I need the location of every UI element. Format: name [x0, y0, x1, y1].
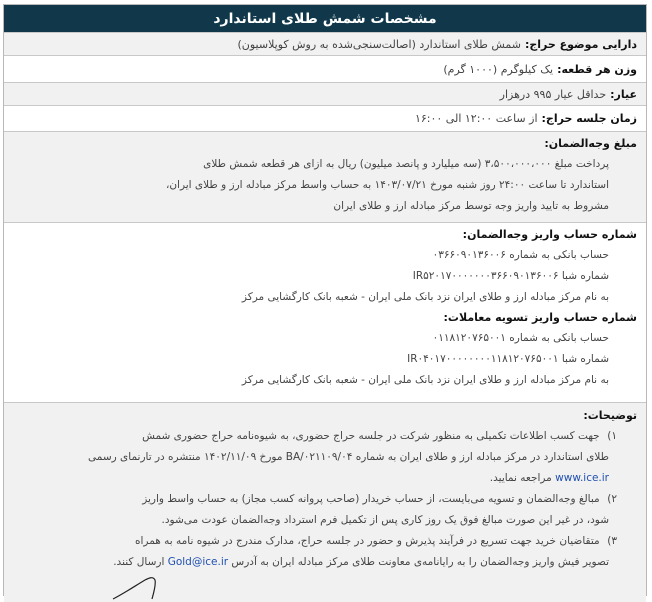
row-session-time-value: از ساعت ۱۲:۰۰ الی ۱۶:۰۰ — [414, 112, 538, 125]
payment-title: مبلغ وجه‌الضمان: — [544, 137, 637, 150]
accounts-section — [4, 222, 646, 402]
note-2-line-1 — [13, 489, 637, 510]
row-asset-value: شمش طلای استاندارد (اصالت‌سنجی‌شده به روش کوپلاسیون) — [237, 37, 521, 51]
guarantee-account-holder: به نام مرکز مبادله ارز و طلای ایران نزد بانک ملی ایران - شعبه بانک کارگشایی مرکز — [241, 291, 609, 303]
note-1-line-1 — [13, 426, 637, 447]
note-3-text-2: تصویر فیش واریز وجه‌الضمان را به رایانامه‌ی معاونت طلای مرکز مبادله ایران به آدرس — [231, 556, 609, 568]
payment-line-1: پرداخت مبلغ ۳،۵۰۰،۰۰۰،۰۰۰ (سه میلیارد و پانصد میلیون) ریال به ازای هر قطعه شمش طلای — [203, 158, 609, 170]
page-title: مشخصات شمش طلای استاندارد — [4, 5, 646, 32]
row-weight-key: وزن هر قطعه: — [557, 62, 637, 76]
settlement-account-title: شماره حساب واریز تسویه معاملات: — [443, 311, 637, 324]
row-weight-value: یک کیلوگرم (۱۰۰۰ گرم) — [443, 62, 554, 76]
notes-title: توضیحات: — [583, 409, 637, 422]
note-1-line-3 — [13, 468, 637, 489]
note-3-text-1: متقاضیان خرید جهت تسریع در فرآیند پذیرش و حضور در جلسه حراج، مدارک مندرج در شیوه نامه به همراه — [134, 535, 600, 547]
settlement-account-holder: به نام مرکز مبادله ارز و طلای ایران نزد بانک ملی ایران - شعبه بانک کارگشایی مرکز — [241, 374, 609, 386]
row-asset-key: دارایی موضوع حراج: — [524, 37, 637, 51]
note-2-text-1: مبالغ وجه‌الضمان و تسویه می‌بایست، از حساب خریدار (صاحب پروانه کسب مجاز) به حساب واسط واریز — [142, 493, 600, 505]
ice-website-link[interactable]: www.ice.ir — [555, 472, 609, 484]
note-2-number: ۲) — [607, 493, 617, 505]
row-weight — [4, 55, 646, 82]
note-1-text-3: مراجعه نمایید. — [489, 472, 552, 484]
note-3-line-2 — [13, 552, 637, 573]
payment-line-2: استاندارد تا ساعت ۲۴:۰۰ روز شنبه مورخ ۱۴۰۳/۰۷/۲۱ به حساب واسط مرکز مبادله ارز و طلای ایران، — [165, 179, 609, 191]
notes-section — [4, 402, 646, 602]
row-session-time — [4, 105, 646, 131]
note-3-text-3: ارسال کنند. — [113, 556, 165, 568]
note-1-text-1: جهت کسب اطلاعات تکمیلی به منظور شرکت در جلسه حراج حضوری، به شیوه‌نامه حراج حضوری شمش — [142, 430, 600, 442]
guarantee-account-title: شماره حساب واریز وجه‌الضمان: — [462, 228, 637, 241]
note-3-line-1 — [13, 531, 637, 552]
row-session-time-key: زمان جلسه حراج: — [541, 112, 637, 125]
row-purity-value: حداقل عیار ۹۹۵ درهزار — [499, 87, 607, 101]
spec-sheet — [3, 4, 647, 596]
note-2-text-2: شود، در غیر این صورت مبالغ فوق یک روز کاری پس از تکمیل فرم استرداد وجه‌الضمان عودت می‌شود. — [161, 514, 609, 526]
row-purity — [4, 82, 646, 105]
settlement-account-iban: شماره شبا IR۰۴۰۱۷۰۰۰۰۰۰۰۰۱۱۸۱۲۰۷۶۵۰۰۱ — [407, 353, 609, 365]
note-1-number: ۱) — [607, 430, 617, 442]
guarantee-account-iban: شماره شبا IR۵۲۰۱۷۰۰۰۰۰۰۰۳۶۶۰۹۰۱۳۶۰۰۶ — [412, 270, 609, 282]
payment-section — [4, 131, 646, 222]
guarantee-account-number: حساب بانکی به شماره ۰۳۶۶۰۹۰۱۳۶۰۰۶ — [432, 249, 609, 261]
note-1-text-2: طلای استاندارد در مرکز مبادله ارز و طلای ایران به شماره BA/۰۲۱۱۰۹/۰۴ مورخ ۱۴۰۲/۱۱/۰۹ منتشره در تارنمای رسمی — [88, 451, 609, 463]
settlement-account-number: حساب بانکی به شماره ۰۱۱۸۱۲۰۷۶۵۰۰۱ — [432, 332, 609, 344]
row-asset — [4, 32, 646, 55]
row-purity-key: عیار: — [610, 87, 637, 101]
payment-line-3: مشروط به تایید واریز وجه توسط مرکز مبادله ارز و طلای ایران — [333, 200, 609, 212]
note-3-number: ۳) — [607, 535, 617, 547]
gold-email-link[interactable]: Gold@ice.ir — [167, 556, 229, 568]
